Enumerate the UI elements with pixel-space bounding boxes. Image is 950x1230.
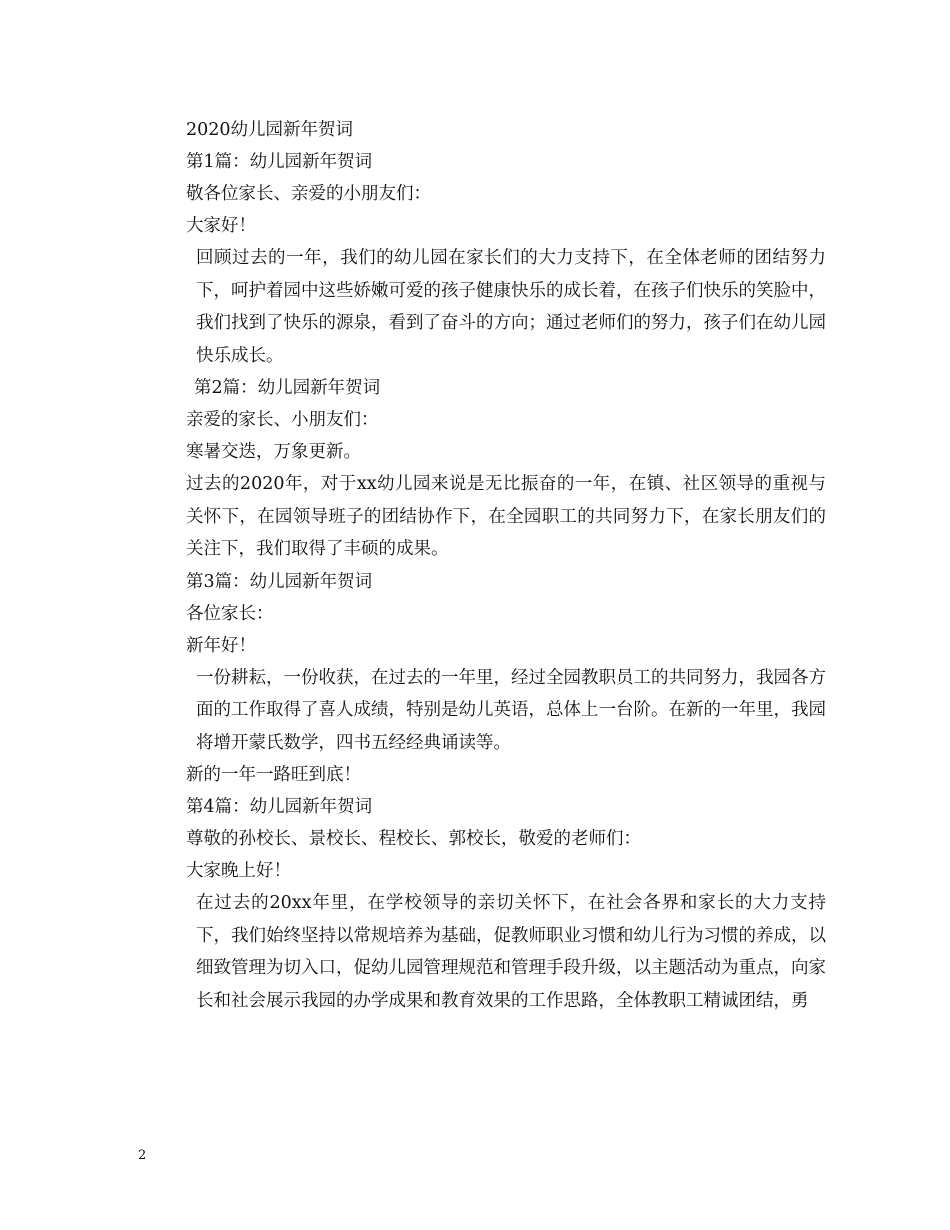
page-number: 2 [138, 1148, 147, 1163]
paragraph-2: 过去的2020年，对于xx幼儿园来说是无比振奋的一年，在镇、社区领导的重视与关怀下，在园领导班子的团结协作下，在全园职工的共同努力下，在家长朋友们的关注下，我们取得了丰硕的成果。 [186, 474, 826, 559]
section-heading-1: 第1篇：幼儿园新年贺词 [186, 152, 373, 172]
paragraph-3: 一份耕耘，一份收获，在过去的一年里，经过全园教职员工的共同努力，我园各方面的工作取得了喜人成绩，特别是幼儿英语，总体上一台阶。在新的一年里，我园将增开蒙氏数学，四书五经经典诵读等。 [196, 667, 826, 753]
greeting-1: 大家好！ [186, 216, 256, 236]
closing-wish: 新的一年一路旺到底！ [186, 765, 361, 785]
salutation-3: 各位家长： [186, 603, 274, 624]
salutation-4: 尊敬的孙校长、景校长、程校长、郭校长，敬爱的老师们： [186, 829, 641, 849]
greeting-3: 新年好！ [186, 635, 256, 656]
greeting-2: 寒暑交迭，万象更新。 [186, 442, 361, 462]
section-heading-4: 第4篇：幼儿园新年贺词 [186, 797, 373, 817]
section-heading-3: 第3篇：幼儿园新年贺词 [186, 571, 373, 592]
paragraph-4: 在过去的20xx年里，在学校领导的亲切关怀下，在社会各界和家长的大力支持下，我们始终坚持以常规培养为基础，促教师职业习惯和幼儿行为习惯的养成，以细致管理为切入口，促幼儿园管理规范和管理手段升级，以主题活动为重点，向家长和社会展示我园的办学成果和教育效果的工作思路，全体教职工精诚团结，勇 [196, 893, 826, 1011]
section-heading-2: 第2篇：幼儿园新年贺词 [194, 378, 381, 398]
paragraph-1: 回顾过去的一年，我们的幼儿园在家长们的大力支持下，在全体老师的团结努力下，呵护着园中这些娇嫩可爱的孩子健康快乐的成长着，在孩子们快乐的笑脸中，我们找到了快乐的源泉，看到了奋斗的方向；通过老师们的努力，孩子们在幼儿园快乐成长。 [196, 248, 826, 366]
document-title: 2020幼儿园新年贺词 [186, 120, 354, 140]
document-body [138, 114, 826, 1017]
salutation-2: 亲爱的家长、小朋友们： [186, 410, 379, 430]
greeting-4: 大家晚上好！ [186, 861, 291, 881]
salutation-1: 敬各位家长、亲爱的小朋友们： [186, 184, 431, 204]
